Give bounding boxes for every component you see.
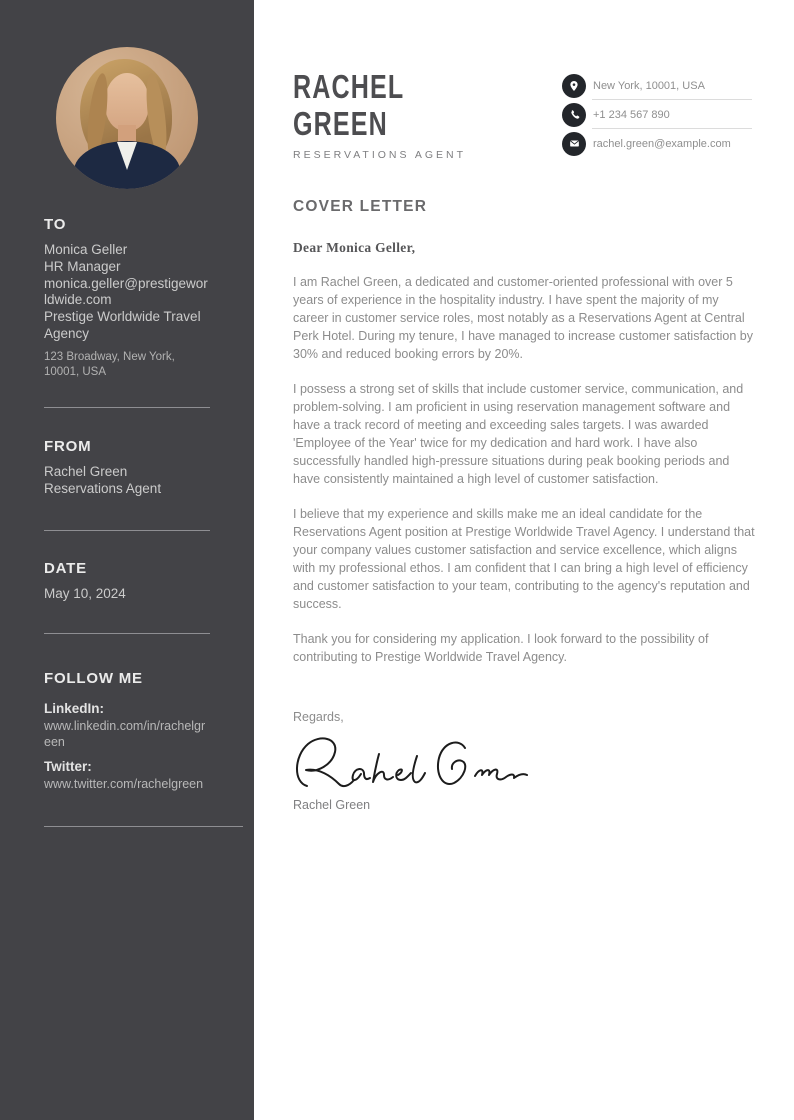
recipient-address: 123 Broadway, New York, 10001, USA — [44, 350, 175, 379]
letter-paragraph: I believe that my experience and skills make me an ideal candidate for the Reservations Agent position at Prestige Worldwide Travel Agency. I understand that your company values customer satisfaction and service excellence, which aligns with my professional ethos. I am confident that I can bring a high level of efficiency and customer satisfaction to your team, contributing to the agency's reputation and success. — [293, 507, 755, 611]
contact-row-phone — [562, 100, 752, 129]
linkedin-label: LinkedIn: — [44, 701, 104, 716]
sidebar-divider — [44, 633, 210, 634]
twitter-item — [44, 759, 210, 793]
date-heading: DATE — [44, 560, 87, 577]
sidebar-divider — [44, 826, 243, 827]
linkedin-url[interactable]: www.linkedin.com/in/rachelgreen — [44, 719, 206, 749]
last-name: GREEN — [293, 105, 388, 142]
phone-icon — [562, 103, 586, 127]
letter-body — [293, 198, 755, 666]
location-pin-icon — [562, 74, 586, 98]
to-section — [44, 216, 210, 381]
contact-phone: +1 234 567 890 — [593, 108, 670, 121]
letter-paragraph: Thank you for considering my application. I look forward to the possibility of contributing to Prestige Worldwide Travel Agency. — [293, 632, 709, 664]
from-section — [44, 438, 210, 498]
letter-paragraph: I am Rachel Green, a dedicated and customer-oriented professional with over 5 years of experience in the hospitality industry. I have spent the majority of my career in customer service roles, most notably as a Reservations Agent at Central Perk Hotel. During my tenure, I have managed to increase customer satisfaction by 30% and reduced booking errors by 20%. — [293, 275, 753, 361]
sender-title: Reservations Agent — [44, 480, 162, 496]
job-title: RESERVATIONS AGENT — [293, 149, 467, 161]
name-block — [293, 68, 466, 161]
contact-email[interactable]: rachel.green@example.com — [593, 137, 731, 150]
follow-me-heading: FOLLOW ME — [44, 670, 143, 687]
sidebar — [0, 0, 254, 1120]
contact-block — [562, 71, 752, 158]
contact-row-location — [562, 71, 752, 100]
email-icon — [562, 132, 586, 156]
twitter-url[interactable]: www.twitter.com/rachelgreen — [44, 777, 204, 791]
signature — [293, 730, 529, 794]
date-value: May 10, 2024 — [44, 586, 126, 601]
sidebar-divider — [44, 407, 210, 408]
closing-regards: Regards, — [293, 710, 344, 724]
recipient-company: Prestige Worldwide Travel Agency — [44, 309, 201, 341]
from-heading: FROM — [44, 438, 92, 455]
photo-face — [105, 73, 149, 131]
recipient-email: monica.geller@prestigeworldwide.com — [44, 275, 208, 308]
sidebar-divider — [44, 530, 210, 531]
linkedin-item — [44, 701, 210, 750]
closing-block — [293, 710, 529, 812]
contact-row-email — [562, 129, 752, 158]
first-name: RACHEL — [293, 68, 405, 105]
contact-location: New York, 10001, USA — [593, 79, 705, 92]
twitter-label: Twitter: — [44, 759, 92, 774]
to-heading: TO — [44, 216, 67, 233]
signature-typed-name: Rachel Green — [293, 798, 371, 812]
profile-photo — [56, 47, 198, 189]
follow-me-section — [44, 670, 210, 802]
sender-name: Rachel Green — [44, 464, 128, 479]
letter-heading: COVER LETTER — [293, 198, 428, 215]
recipient-title: HR Manager — [44, 258, 121, 274]
date-section — [44, 560, 210, 603]
letter-paragraph: I possess a strong set of skills that include customer service, communication, and problem-solving. I am proficient in using reservation management software and have a track record of meeting and exceeding sales targets. I was awarded 'Employee of the Year' twice for my dedication and hard work. I have also successfully handled high-pressure situations during peak booking periods and have consistently maintained a high level of customer satisfaction. — [293, 382, 744, 486]
recipient-name: Monica Geller — [44, 242, 128, 257]
salutation: Dear Monica Geller, — [293, 240, 416, 255]
